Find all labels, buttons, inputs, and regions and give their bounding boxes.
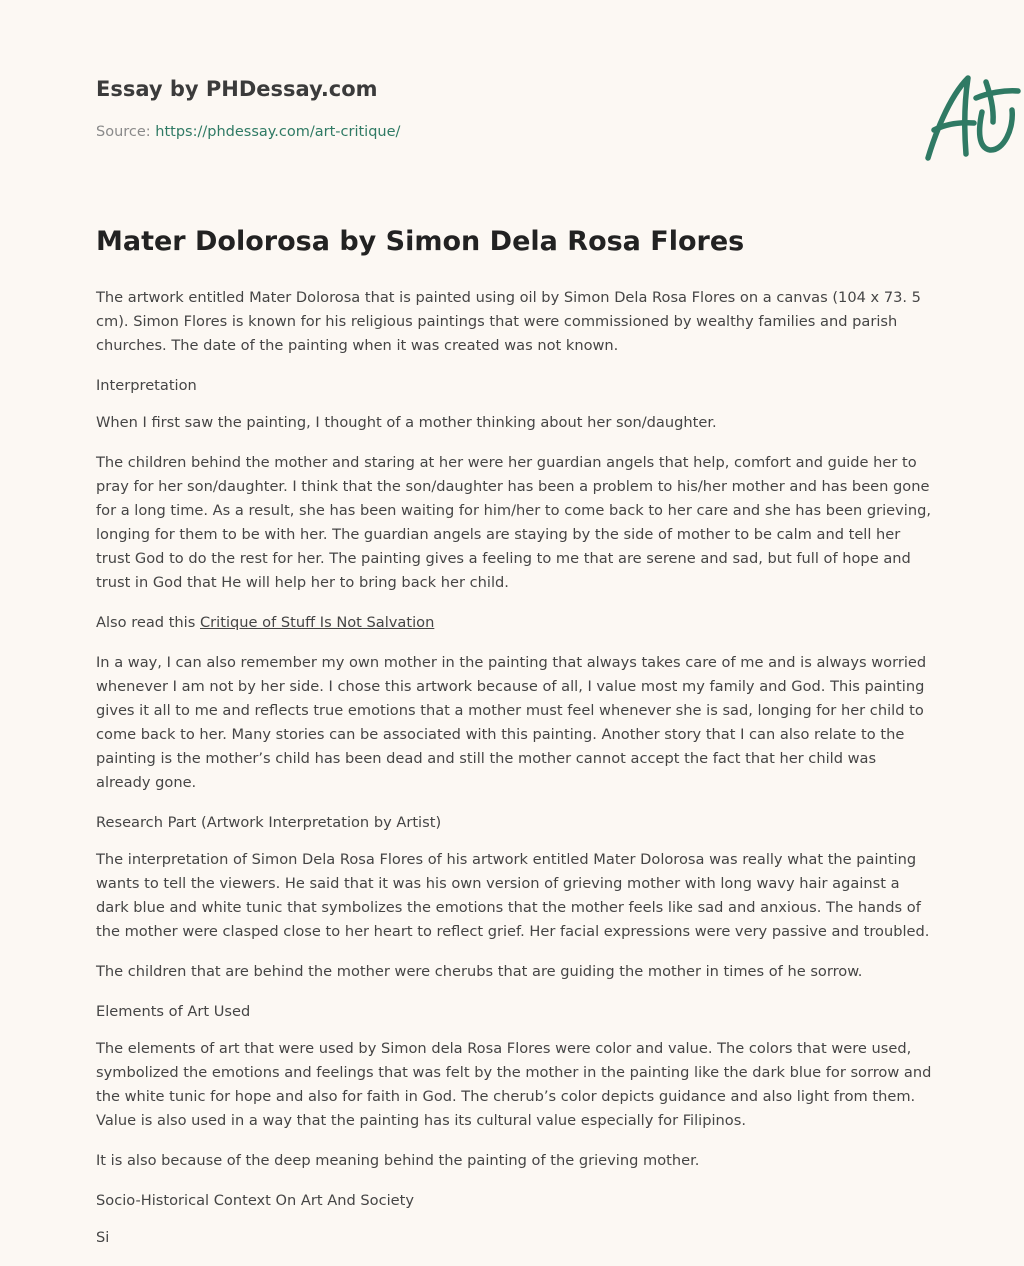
also-read-line	[96, 611, 932, 635]
source-link[interactable]: https://phdessay.com/art-critique/	[155, 124, 401, 140]
source-line	[96, 124, 400, 140]
paragraph-first-impression: When I first saw the painting, I thought of a mother thinking about her son/daughter.	[96, 414, 717, 431]
also-read-prefix: Also read this	[96, 614, 200, 631]
paragraph-guardian-angels: The children behind the mother and staring at her were her guardian angels that help, comfort and guide her to pray for her son/daughter. I think that the son/daughter has been a problem to his/her mother and has been gone for a long time. As a result, she has been waiting for him/her to come back to her care and she has been grieving, longing for them to be with her. The guardian angels are staying by the side of mother to be calm and tell her trust God to do the rest for her. The painting gives a feeling to me that are serene and sad, but full of hope and trust in God that He will help her to bring back her child.	[96, 454, 931, 591]
article-title: Mater Dolorosa by Simon Dela Rosa Flores	[96, 226, 745, 257]
paragraph-own-mother: In a way, I can also remember my own mother in the painting that always takes care of me and is always worried whenever I am not by her side. I chose this artwork because of all, I value most my family and God. This painting gives it all to me and reflects true emotions that a mother must feel whenever she is sad, longing for her child to come back to her. Many stories can be associated with this painting. Another story that I can also relate to the painting is the mother’s child has been dead and still the mother cannot accept the fact that her child was already gone.	[96, 654, 927, 791]
section-heading-socio-historical: Socio-Historical Context On Art And Society	[96, 1192, 415, 1209]
section-heading-elements: Elements of Art Used	[96, 1003, 251, 1020]
paragraph-elements: The elements of art that were used by Simon dela Rosa Flores were color and value. The colors that were used, symbolized the emotions and feelings that was felt by the mother in the painting like the dark blue for sorrow and the white tunic for hope and also for faith in God. The cherub’s color depicts guidance and also light from them. Value is also used in a way that the painting has its cultural value especially for Filipinos.	[96, 1040, 932, 1129]
paragraph-artist-interpretation: The interpretation of Simon Dela Rosa Flores of his artwork entitled Mater Dolorosa was really what the painting wants to tell the viewers. He said that it was his own version of grieving mother with long wavy hair against a dark blue and white tunic that symbolizes the emotions that the mother feels like sad and anxious. The hands of the mother were clasped close to her heart to reflect grief. Her facial expressions were very passive and troubled.	[96, 851, 930, 940]
paragraph-truncated: Si	[96, 1229, 110, 1246]
paragraph-deep-meaning: It is also because of the deep meaning behind the painting of the grieving mother.	[96, 1152, 700, 1169]
also-read-link[interactable]: Critique of Stuff Is Not Salvation	[199, 614, 435, 631]
article-body	[96, 286, 932, 1266]
paragraph-intro: The artwork entitled Mater Dolorosa that is painted using oil by Simon Dela Rosa Flores on a canvas (104 x 73. 5 cm). Simon Flores is known for his religious paintings that were commissioned by wealthy families and parish churches. The date of the painting when it was created was not known.	[96, 289, 921, 354]
section-heading-interpretation: Interpretation	[96, 377, 197, 394]
section-heading-research: Research Part (Artwork Interpretation by Artist)	[96, 814, 442, 831]
source-label: Source:	[96, 124, 151, 140]
site-brand: Essay by PHDessay.com	[96, 77, 378, 101]
a-plus-icon	[920, 68, 1024, 166]
paragraph-cherubs: The children that are behind the mother were cherubs that are guiding the mother in times of he sorrow.	[96, 963, 863, 980]
